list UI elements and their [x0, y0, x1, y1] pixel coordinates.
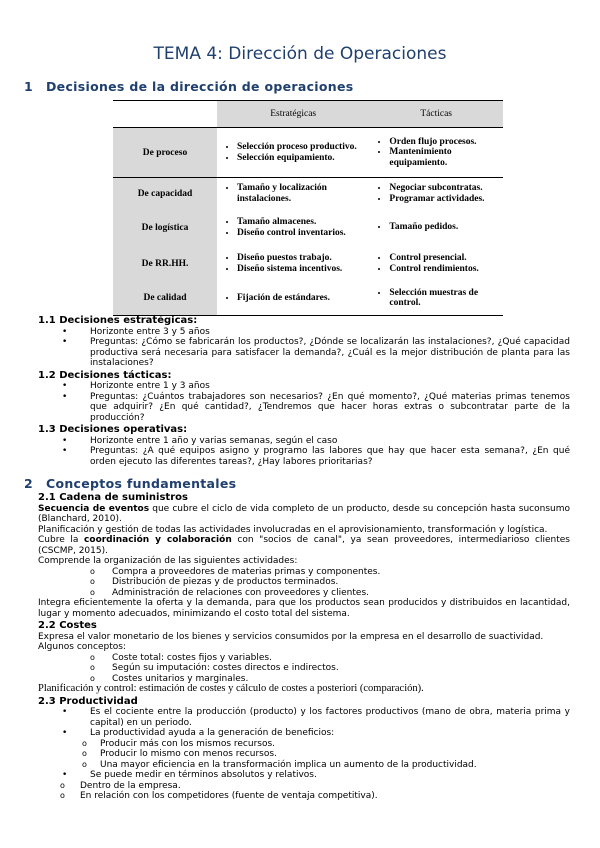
list-item: • Se puede medir en términos absolutos y relativos. [38, 770, 570, 781]
list-item: • Control rendimientos. [389, 264, 501, 275]
tacticas-cell [369, 178, 503, 210]
list-item: o Costes unitarios y marginales. [38, 674, 570, 685]
tacticas-cell [369, 210, 503, 246]
list-item: • Tamaño almacenes. [237, 217, 367, 228]
section-1-heading [24, 79, 353, 94]
list-item: • Mantenimiento equipamiento. [389, 147, 501, 168]
list-item: • Selección proceso productivo. [237, 142, 367, 153]
estrategicas-cell [217, 210, 369, 246]
list-item: • Control presencial. [389, 253, 501, 264]
row-label: De capacidad [113, 178, 217, 210]
list-item: • Es el cociente entre la producción (producto) y los factores productivos (mano de obra, materia prima y capital) en un periodo. [38, 707, 570, 728]
estrategicas-cell [217, 246, 369, 282]
text: con "socios de canal", ya sean proveedores, intermediarioso clientes (CSCMP, 2015). [38, 535, 570, 556]
paragraph: Planificación y control: estimación de costes y cálculo de costes a posteriori (comparación). [38, 683, 424, 694]
row-label: De proceso [113, 128, 217, 178]
estrategicas-cell [217, 178, 369, 210]
list-item: • La productividad ayuda a la generación de beneficios: [38, 728, 570, 739]
table-row [113, 246, 503, 282]
section-2-body [38, 493, 570, 802]
list-item: • Selección equipamiento. [237, 153, 367, 164]
paragraph [38, 504, 570, 525]
list-item: • Horizonte entre 1 año y varias semanas, según el caso [38, 436, 570, 447]
section-title: Decisiones de la dirección de operaciones [46, 79, 354, 94]
list-item: o Distribución de piezas y de productos terminados. [38, 577, 570, 588]
list-item: • Selección muestras de control. [389, 288, 501, 309]
estrategicas-cell [217, 128, 369, 178]
section-number: 2 [24, 476, 33, 491]
paragraph: Planificación y gestión de todas las actividades involucradas en el aprovisionamiento, transformación y logística. [38, 524, 548, 535]
page-title: TEMA 4: Dirección de Operaciones [153, 44, 447, 64]
list-item: • Orden flujo procesos. [389, 137, 501, 148]
list-item: • Tamaño pedidos. [389, 222, 501, 233]
list-item: • Preguntas: ¿Cómo se fabricarán los productos?, ¿Dónde se localizarán las instalaciones?, ¿Qué capacidad productiva será necesaria para satisfacer la demanda?, ¿Cuál es la mejor distribución de planta para las instalaciones? [38, 337, 570, 369]
subsection-title: 2.3 Productividad [38, 695, 138, 707]
paragraph: Algunos conceptos: [38, 642, 126, 652]
bold-text: coordinación y colaboración [84, 535, 232, 545]
text: que cubre el ciclo de vida completo de un producto, desde su concepción hasta suconsumo (Blanchard, 2010). [38, 503, 570, 524]
text: Cubre la [38, 535, 85, 545]
section-1-body [38, 316, 570, 467]
list-item: • Diseño sistema incentivos. [237, 264, 367, 275]
tacticas-cell [369, 246, 503, 282]
list-item: o Administración de relaciones con proveedores y clientes. [38, 588, 570, 599]
list-item: o Dentro de la empresa. [38, 781, 570, 792]
list-item: o Producir más con los mismos recursos. [38, 739, 570, 750]
list-item: • Preguntas: ¿Cuántos trabajadores son necesarios? ¿En qué momento?, ¿Qué materias primas tenemos que adquirir? ¿En qué cantidad?, ¿Tendremos que hacer horas extras o subcontratar parte de la producción? [38, 392, 570, 424]
row-label: De logística [113, 210, 217, 246]
table-header-tacticas: Tácticas [369, 101, 503, 128]
list-item: o Producir lo mismo con menos recursos. [38, 749, 570, 760]
list-item: o Compra a proveedores de materias primas y componentes. [38, 567, 570, 578]
subsection-title: 1.2 Decisiones tácticas: [38, 369, 172, 381]
list-item: • Preguntas: ¿A qué equipos asigno y programo las labores que hay que hacer esta semana?, ¿En qué orden ejecuto las diferentes tareas?, ¿Hay labores prioritarias? [38, 446, 570, 467]
subsection-title: 1.3 Decisiones operativas: [38, 424, 188, 435]
section-number: 1 [24, 79, 33, 94]
tacticas-cell [369, 128, 503, 178]
table-row [113, 178, 503, 210]
section-2-heading [24, 476, 236, 491]
paragraph: Integra eficientemente la oferta y la demanda, para que los productos sean producidos y distribuidos en lacantidad, lugar y momento adecuados, minimizando el costo total del sistema. [38, 598, 570, 619]
subsection-title: 2.1 Cadena de suministros [38, 492, 188, 503]
list-item: • Horizonte entre 1 y 3 años [38, 381, 570, 392]
subsection-title: 1.1 Decisiones estratégicas: [38, 315, 198, 326]
list-item: o Coste total: costes fijos y variables. [38, 653, 570, 664]
list-item: o Según su imputación: costes directos e indirectos. [38, 663, 570, 674]
paragraph [38, 535, 570, 556]
section-title: Conceptos fundamentales [46, 476, 237, 491]
list-item: • Programar actividades. [389, 194, 501, 205]
list-item: • Diseño control inventarios. [237, 228, 367, 239]
list-item: • Fijación de estándares. [237, 293, 367, 304]
table-row [113, 282, 503, 316]
row-label: De RR.HH. [113, 246, 217, 282]
estrategicas-cell [217, 282, 369, 316]
table-header-estrategicas: Estratégicas [217, 101, 369, 128]
list-item: • Horizonte entre 3 y 5 años [38, 327, 570, 338]
list-item: o Una mayor eficiencia en la transformación implica un aumento de la productividad. [38, 760, 570, 771]
paragraph: Comprende la organización de las siguientes actividades: [38, 556, 298, 566]
decisions-table [113, 100, 503, 316]
row-label: De calidad [113, 282, 217, 316]
bold-text: Secuencia de eventos [38, 503, 150, 514]
list-item: • Diseño puestos trabajo. [237, 253, 367, 264]
table-row [113, 128, 503, 178]
paragraph: Expresa el valor monetario de los bienes y servicios consumidos por la empresa en el desarrollo de suactividad. [38, 631, 544, 642]
table-corner [113, 101, 217, 128]
subsection-title: 2.2 Costes [38, 620, 97, 631]
table-row [113, 210, 503, 246]
list-item: • Tamaño y localización instalaciones. [237, 183, 367, 204]
list-item: • Negociar subcontratas. [389, 183, 501, 194]
tacticas-cell [369, 282, 503, 316]
list-item: o En relación con los competidores (fuente de ventaja competitiva). [38, 791, 570, 802]
